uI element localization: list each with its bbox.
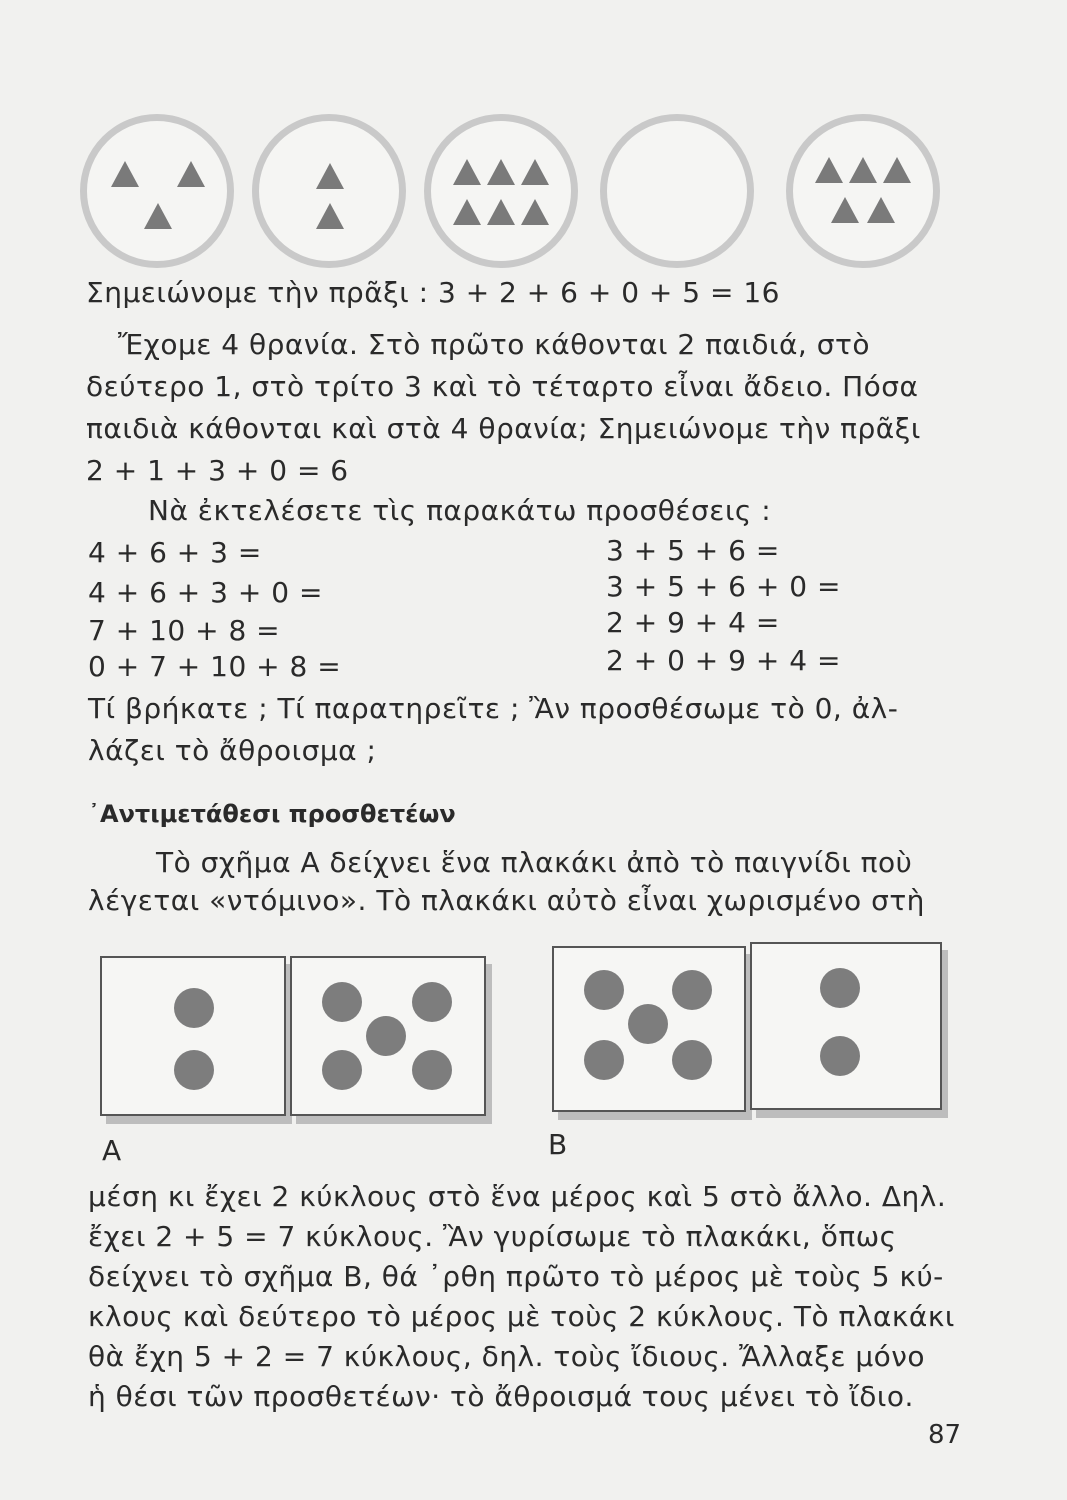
text-line: παιδιὰ κάθονται καὶ στὰ 4 θρανία; Σημειώνομε τὴν πρᾶξι [86, 412, 921, 445]
dot [412, 982, 452, 1022]
triangle-icon [883, 157, 911, 183]
triangle-icon [521, 159, 549, 185]
dot [584, 970, 624, 1010]
dot [584, 1040, 624, 1080]
exercise-item: 4 + 6 + 3 = [88, 536, 262, 569]
text-line: κλους καὶ δεύτερο τὸ μέρος μὲ τοὺς 2 κύκλους. Τὸ πλακάκι [88, 1300, 955, 1333]
text-line: δεύτερο 1, στὸ τρίτο 3 καὶ τὸ τέταρτο εἶναι ἄδειο. Πόσα [86, 370, 919, 403]
circle-3 [424, 114, 578, 268]
circle-2 [252, 114, 406, 268]
dot [628, 1004, 668, 1044]
dot [672, 1040, 712, 1080]
exercise-item: 3 + 5 + 6 + 0 = [606, 570, 841, 603]
text-line: ἔχει 2 + 5 = 7 κύκλους. Ἂν γυρίσωμε τὸ πλακάκι, ὅπως [88, 1220, 897, 1253]
dot [366, 1016, 406, 1056]
exercise-item: 7 + 10 + 8 = [88, 614, 281, 647]
triangle-icon [453, 159, 481, 185]
text-line: ἡ θέσι τῶν προσθετέων· τὸ ἄθροισμά τους μένει τὸ ἴδιο. [88, 1380, 914, 1413]
triangle-icon [487, 159, 515, 185]
triangle-icon [867, 197, 895, 223]
triangle-icon [316, 203, 344, 229]
dot [174, 988, 214, 1028]
text-line: θὰ ἔχη 5 + 2 = 7 κύκλους, δηλ. τοὺς ἴδιους. Ἄλλαξε μόνο [88, 1340, 926, 1373]
triangle-icon [177, 161, 205, 187]
text-line: λέγεται «ντόμινο». Τὸ πλακάκι αὐτὸ εἶναι χωρισμένο στὴ [88, 884, 925, 917]
triangle-icon [453, 199, 481, 225]
text-line: Ἔχομε 4 θρανία. Στὸ πρῶτο κάθονται 2 παιδιά, στὸ [118, 328, 870, 361]
text-line: δείχνει τὸ σχῆμα Β, θά ᾿ρθη πρῶτο τὸ μέρος μὲ τοὺς 5 κύ- [88, 1260, 944, 1293]
text-line: Τὸ σχῆμα Α δείχνει ἕνα πλακάκι ἀπὸ τὸ παιγνίδι ποὺ [156, 846, 913, 879]
exercise-item: 3 + 5 + 6 = [606, 534, 780, 567]
circle-4-empty [600, 114, 754, 268]
page-number: 87 [928, 1420, 962, 1450]
triangle-icon [831, 197, 859, 223]
text-line: Τί βρήκατε ; Τί παρατηρεῖτε ; Ἂν προσθέσωμε τὸ 0, ἀλ- [88, 692, 899, 725]
text-line: 2 + 1 + 3 + 0 = 6 [86, 454, 349, 487]
circle-1 [80, 114, 234, 268]
text-line: λάζει τὸ ἄθροισμα ; [88, 734, 377, 767]
triangle-icon [521, 199, 549, 225]
dot [820, 1036, 860, 1076]
triangle-icon [316, 163, 344, 189]
exercise-item: 0 + 7 + 10 + 8 = [88, 650, 342, 683]
dot [322, 982, 362, 1022]
dot [820, 968, 860, 1008]
triangle-icon [144, 203, 172, 229]
domino-a-left-half [100, 956, 286, 1116]
section-heading: ᾿Αντιμετάθεσι προσθετέων [88, 800, 456, 828]
dot [412, 1050, 452, 1090]
text-line: μέση κι ἔχει 2 κύκλους στὸ ἕνα μέρος καὶ 5 στὸ ἄλλο. Δηλ. [88, 1180, 947, 1213]
exercise-item: 2 + 9 + 4 = [606, 606, 780, 639]
circle-5 [786, 114, 940, 268]
domino-b-right-half [750, 942, 942, 1110]
dot [672, 970, 712, 1010]
triangle-icon [849, 157, 877, 183]
exercise-item: 2 + 0 + 9 + 4 = [606, 644, 841, 677]
triangle-icon [487, 199, 515, 225]
domino-a-right-half [290, 956, 486, 1116]
dot [174, 1050, 214, 1090]
dot [322, 1050, 362, 1090]
domino-b-label: Β [548, 1128, 568, 1161]
exercise-item: 4 + 6 + 3 + 0 = [88, 576, 323, 609]
exercise-intro: Νὰ ἐκτελέσετε τὶς παρακάτω προσθέσεις : [148, 494, 772, 527]
triangle-icon [815, 157, 843, 183]
domino-b-left-half [552, 946, 746, 1112]
praxi-line: Σημειώνομε τὴν πρᾶξι : 3 + 2 + 6 + 0 + 5 = 16 [86, 276, 780, 309]
domino-a-label: Α [102, 1134, 122, 1167]
triangle-icon [111, 161, 139, 187]
